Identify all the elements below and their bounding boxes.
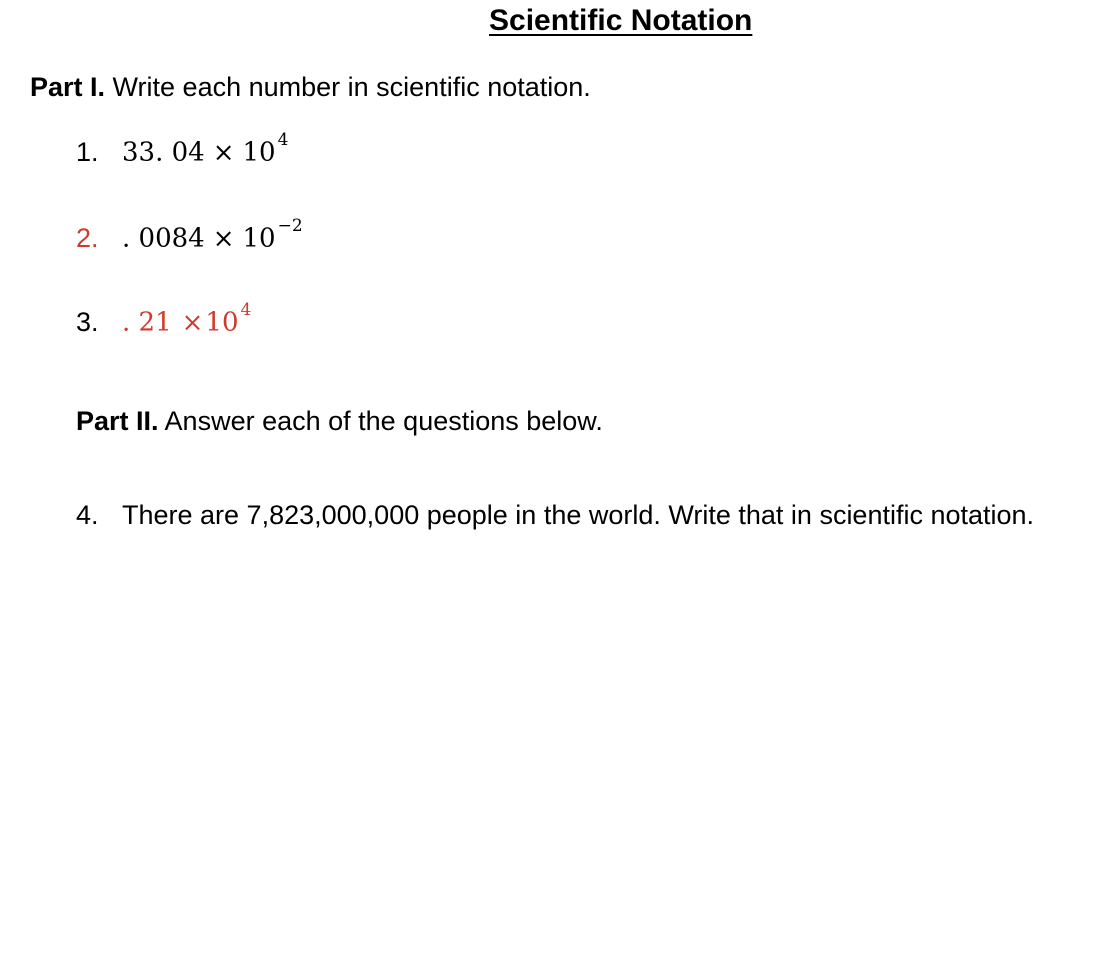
problem-3-base: 10 — [205, 307, 239, 338]
problem-2-expression — [122, 216, 303, 254]
problem-2-number: 2. — [76, 222, 99, 253]
question-4-number: 4. — [76, 500, 99, 530]
problem-3-number: 3. — [76, 306, 99, 337]
part-1-label: Part I. — [30, 72, 106, 102]
problem-1 — [76, 130, 289, 168]
part-2-heading — [76, 406, 603, 437]
question-4 — [76, 500, 1034, 531]
problem-2-times-sign: × — [212, 223, 235, 254]
problem-1-base: 10 — [242, 137, 276, 168]
problem-3-coefficient: . 21 — [122, 307, 172, 338]
problem-1-coefficient: 33. 04 — [122, 137, 205, 168]
problem-2 — [76, 216, 303, 254]
problem-1-expression — [122, 130, 289, 168]
problem-3 — [76, 300, 252, 338]
problem-3-expression — [122, 300, 252, 338]
problem-2-coefficient: . 0084 — [122, 223, 205, 254]
part-2-label: Part II. — [76, 406, 159, 436]
problem-1-times-sign: × — [212, 137, 235, 168]
problem-2-base: 10 — [242, 223, 276, 254]
part-2-instruction: Answer each of the questions below. — [164, 406, 603, 436]
page-title: Scientific Notation — [489, 4, 753, 37]
problem-2-exponent: −2 — [277, 216, 303, 236]
part-1-instruction: Write each number in scientific notation. — [112, 72, 591, 102]
problem-3-times-sign: × — [181, 307, 204, 338]
problem-1-number: 1. — [76, 136, 99, 167]
problem-3-exponent: 4 — [240, 300, 252, 320]
part-1-heading — [30, 72, 591, 103]
question-4-text: There are 7,823,000,000 people in the world. Write that in scientific notation. — [122, 500, 1035, 530]
problem-1-exponent: 4 — [277, 130, 289, 150]
